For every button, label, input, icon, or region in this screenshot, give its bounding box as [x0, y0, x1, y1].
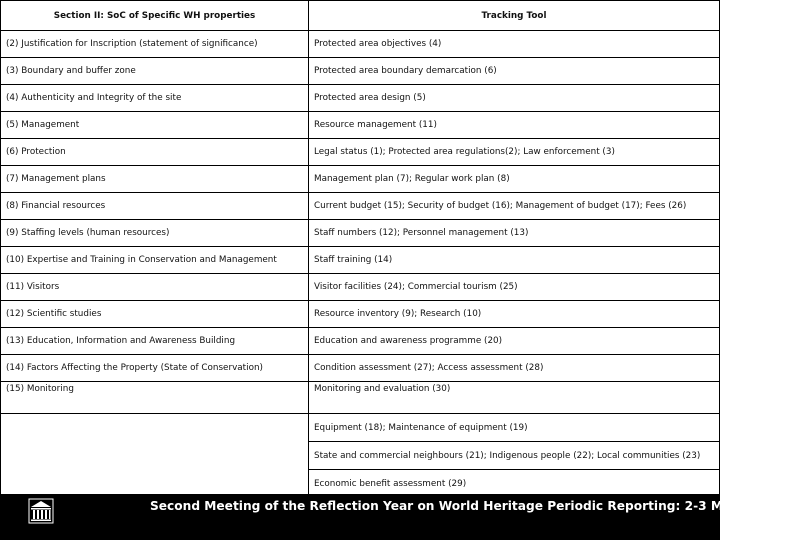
tool-cell: Visitor facilities (24); Commercial tourism (25): [309, 274, 720, 301]
table-row: [1, 85, 720, 112]
table-row: [1, 166, 720, 193]
section-cell: (8) Financial resources: [1, 193, 309, 220]
footer-title: Second Meeting of the Reflection Year on World Heritage Periodic Reporting: 2-3 March 2006: [150, 499, 791, 513]
table-row: [1, 58, 720, 85]
tool-cell: Current budget (15); Security of budget (16); Management of budget (17); Fees (26): [309, 193, 720, 220]
tool-cell: Legal status (1); Protected area regulations(2); Law enforcement (3): [309, 139, 720, 166]
column-header-section: Section II: SoC of Specific WH properties: [1, 1, 309, 31]
section-cell: (12) Scientific studies: [1, 301, 309, 328]
table-row: [1, 382, 720, 414]
tool-cell: Resource inventory (9); Research (10): [309, 301, 720, 328]
footer-banner: [0, 494, 791, 540]
tool-cell: Protected area design (5): [309, 85, 720, 112]
section-cell: (2) Justification for Inscription (statement of significance): [1, 31, 309, 58]
table-row: [1, 301, 720, 328]
tool-cell: Condition assessment (27); Access assessment (28): [309, 355, 720, 382]
table-row: [1, 193, 720, 220]
section-cell: (9) Staffing levels (human resources): [1, 220, 309, 247]
tool-cell: Protected area boundary demarcation (6): [309, 58, 720, 85]
section-cell: (7) Management plans: [1, 166, 309, 193]
section-cell: (6) Protection: [1, 139, 309, 166]
section-cell: (13) Education, Information and Awareness Building: [1, 328, 309, 355]
tool-cell: Education and awareness programme (20): [309, 328, 720, 355]
tool-cell: State and commercial neighbours (21); Indigenous people (22); Local communities (23): [309, 442, 720, 470]
table-row: [1, 112, 720, 139]
tool-cell: Staff training (14): [309, 247, 720, 274]
column-header-tool: Tracking Tool: [309, 1, 720, 31]
section-cell: (5) Management: [1, 112, 309, 139]
tool-cell: Monitoring and evaluation (30): [309, 382, 720, 414]
table-row: [1, 247, 720, 274]
table-row: [1, 220, 720, 247]
section-cell: (4) Authenticity and Integrity of the site: [1, 85, 309, 112]
section-cell: (14) Factors Affecting the Property (State of Conservation): [1, 355, 309, 382]
section-cell: (10) Expertise and Training in Conservation and Management: [1, 247, 309, 274]
section-cell: (15) Monitoring: [1, 382, 309, 414]
table-row: [1, 355, 720, 382]
table-row: [1, 328, 720, 355]
table-row: [1, 414, 720, 442]
tool-cell: Protected area objectives (4): [309, 31, 720, 58]
table-header-row: [1, 1, 720, 31]
table-row: [1, 274, 720, 301]
section-cell: (3) Boundary and buffer zone: [1, 58, 309, 85]
section-cell: (11) Visitors: [1, 274, 309, 301]
tool-cell: Economic benefit assessment (29): [309, 470, 720, 498]
tool-cell: Equipment (18); Maintenance of equipment (19): [309, 414, 720, 442]
tool-cell: Resource management (11): [309, 112, 720, 139]
table-row: [1, 139, 720, 166]
unesco-temple-logo-icon: [28, 498, 54, 524]
table-row: [1, 31, 720, 58]
tool-cell: Staff numbers (12); Personnel management (13): [309, 220, 720, 247]
empty-section-cell: [1, 414, 309, 498]
tool-cell: Management plan (7); Regular work plan (8): [309, 166, 720, 193]
